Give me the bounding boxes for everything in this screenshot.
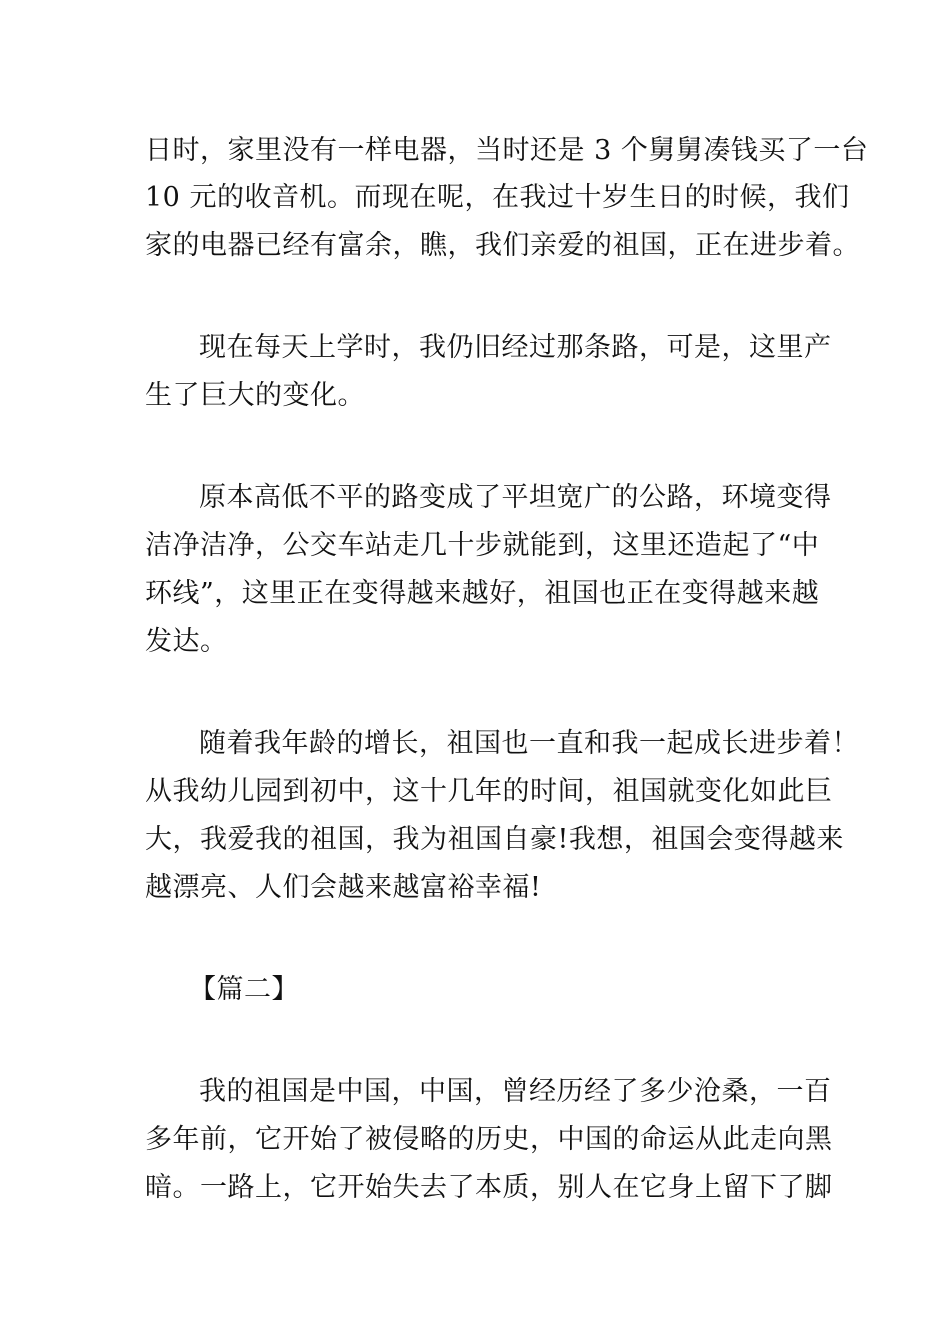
paragraph-1-line-2: 10 元的收音机。而现在呢，在我过十岁生日的时候，我们 xyxy=(145,182,850,213)
paragraph-2-line-1: 现在每天上学时，我仍旧经过那条路，可是，这里产 xyxy=(199,332,832,363)
paragraph-3-line-1: 原本高低不平的路变成了平坦宽广的公路，环境变得 xyxy=(199,482,832,513)
paragraph-4-line-1: 随着我年龄的增长，祖国也一直和我一起成长进步着！ xyxy=(199,728,859,759)
section-heading: 【篇二】 xyxy=(189,974,299,1005)
paragraph-5-line-1: 我的祖国是中国，中国，曾经历经了多少沧桑，一百 xyxy=(199,1076,832,1107)
paragraph-2-line-2: 生了巨大的变化。 xyxy=(145,380,365,411)
paragraph-3-line-3: 环线”，这里正在变得越来越好，祖国也正在变得越来越 xyxy=(145,578,820,609)
paragraph-4-line-2: 从我幼儿园到初中，这十几年的时间，祖国就变化如此巨 xyxy=(145,776,833,807)
paragraph-1-line-1: 日时，家里没有一样电器，当时还是 3 个舅舅凑钱买了一台 xyxy=(145,135,869,166)
paragraph-1-line-3: 家的电器已经有富余，瞧，我们亲爱的祖国，正在进步着。 xyxy=(145,230,860,261)
paragraph-4-line-4: 越漂亮、人们会越来越富裕幸福! xyxy=(145,872,542,903)
paragraph-5-line-3: 暗。一路上，它开始失去了本质，别人在它身上留下了脚 xyxy=(145,1172,833,1203)
paragraph-4-line-3: 大，我爱我的祖国，我为祖国自豪!我想，祖国会变得越来 xyxy=(145,824,844,855)
paragraph-5-line-2: 多年前，它开始了被侵略的历史，中国的命运从此走向黑 xyxy=(145,1124,833,1155)
paragraph-3-line-4: 发达。 xyxy=(145,626,228,657)
paragraph-3-line-2: 洁净洁净，公交车站走几十步就能到，这里还造起了“中 xyxy=(145,530,820,561)
